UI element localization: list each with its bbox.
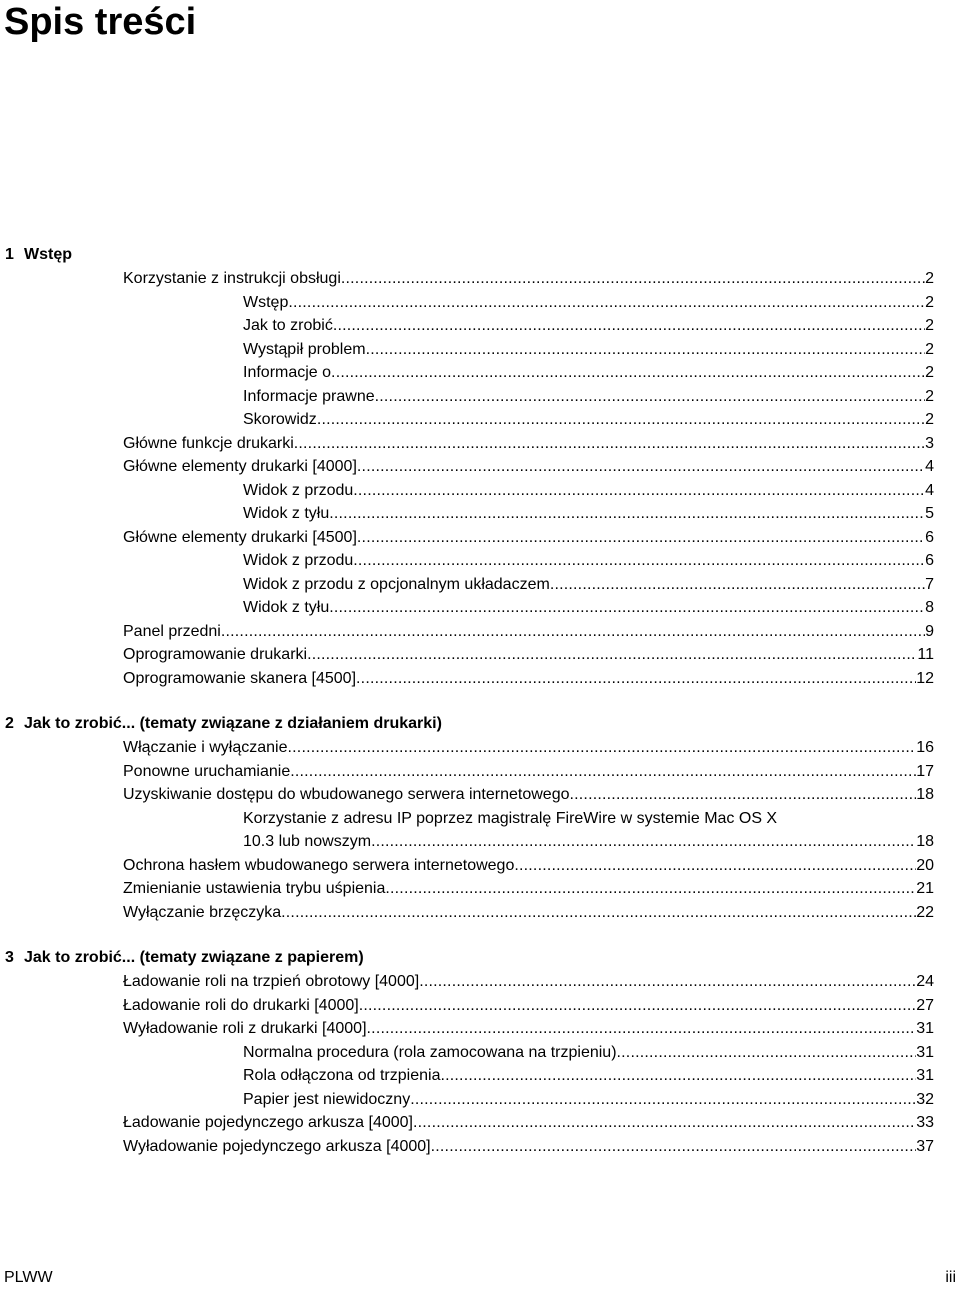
toc-entry[interactable]	[123, 736, 934, 760]
toc-entry[interactable]	[243, 361, 934, 385]
toc-entry-page: 2	[925, 293, 934, 311]
toc-entry-page: 24	[916, 973, 934, 990]
dot-leader	[294, 432, 925, 456]
dot-leader	[317, 408, 925, 432]
toc-entry-page: 33	[916, 1114, 934, 1131]
footer-page-number: iii	[945, 1269, 956, 1286]
dot-leader	[329, 596, 925, 620]
toc-entry-title: Główne funkcje drukarki	[123, 434, 294, 452]
dot-leader	[431, 1135, 917, 1159]
toc-entry-page: 5	[925, 505, 934, 522]
dot-leader	[367, 1017, 917, 1041]
toc-entry-page: 31	[916, 1043, 934, 1061]
toc-entry-title: Papier jest niewidoczny	[243, 1090, 411, 1108]
toc-entry-title: Normalna procedura (rola zamocowana na trzpieniu)	[243, 1043, 617, 1061]
toc-entry-page: 2	[925, 411, 934, 428]
dot-leader	[288, 736, 917, 760]
toc-entry[interactable]	[243, 1064, 934, 1088]
chapter-title: Jak to zrobić... (tematy związane z papierem)	[24, 949, 364, 966]
toc-entry-page: 6	[925, 552, 934, 569]
toc-entry-title: Oprogramowanie skanera [4500]	[123, 669, 357, 687]
toc-entry-page: 8	[925, 599, 934, 616]
toc-entry-title: Zmienianie ustawienia trybu uśpienia	[123, 880, 386, 897]
dot-leader	[514, 854, 916, 878]
toc-entry-page: 2	[925, 317, 934, 334]
toc-entry-title: Korzystanie z instrukcji obsługi	[123, 270, 341, 287]
toc-entry-page: 7	[925, 575, 934, 593]
dot-leader	[410, 1088, 916, 1112]
chapter-number: 3	[5, 949, 14, 966]
toc-entry[interactable]	[243, 314, 934, 338]
toc-entry-page: 22	[916, 903, 934, 921]
dot-leader	[617, 1041, 917, 1065]
toc-entry-page: 27	[916, 996, 934, 1014]
toc-entry-page: 16	[916, 739, 934, 756]
toc-entry[interactable]	[123, 1135, 934, 1159]
dot-leader	[375, 385, 925, 409]
toc-entry-page: 20	[916, 856, 934, 874]
toc-entry-title: Ładowanie roli do drukarki [4000]	[123, 996, 359, 1014]
chapter-heading[interactable]	[0, 712, 960, 736]
toc-entry[interactable]	[123, 432, 934, 456]
toc-entry-page: 21	[916, 880, 934, 897]
dot-leader	[333, 314, 925, 338]
toc-entry-page: 4	[925, 458, 934, 475]
dot-leader	[290, 760, 916, 784]
toc-entry-title: Główne elementy drukarki [4000]	[123, 458, 357, 475]
toc-entry-title: Jak to zrobić	[243, 317, 333, 334]
toc-entry[interactable]	[123, 760, 934, 784]
dot-leader	[307, 643, 917, 667]
table-of-contents	[0, 243, 960, 1180]
toc-entry[interactable]	[123, 620, 934, 644]
toc-entry[interactable]	[123, 994, 934, 1018]
dot-leader	[221, 620, 925, 644]
toc-entry-title-continued: 10.3 lub nowszym	[243, 833, 372, 850]
toc-entry-page: 12	[916, 669, 934, 687]
toc-entry-title: Wyładowanie pojedynczego arkusza [4000]	[123, 1137, 431, 1155]
toc-entry-title: Panel przedni	[123, 622, 221, 640]
toc-entry[interactable]	[243, 573, 934, 597]
dot-leader	[331, 361, 925, 385]
dot-leader	[329, 502, 925, 526]
toc-entry-title: Włączanie i wyłączanie	[123, 739, 288, 756]
dot-leader	[570, 783, 917, 807]
dot-leader	[385, 877, 916, 901]
chapter-title: Jak to zrobić... (tematy związane z działaniem drukarki)	[24, 715, 442, 732]
toc-entry-title: Ochrona hasłem wbudowanego serwera internetowego	[123, 856, 515, 874]
toc-entry[interactable]	[123, 526, 934, 550]
toc-entry[interactable]	[243, 291, 934, 315]
toc-entry[interactable]	[123, 1111, 934, 1135]
toc-entry[interactable]	[243, 1088, 934, 1112]
toc-entry-title: Korzystanie z adresu IP poprzez magistralę FireWire w systemie Mac OS X	[243, 809, 778, 827]
toc-entry[interactable]	[123, 854, 934, 878]
toc-entry[interactable]	[123, 643, 934, 667]
toc-entry[interactable]	[243, 1041, 934, 1065]
toc-entry[interactable]	[123, 267, 934, 291]
toc-entry-title: Informacje prawne	[243, 387, 375, 405]
toc-entry-title: Ładowanie pojedynczego arkusza [4000]	[123, 1114, 413, 1131]
toc-entry-title: Wyładowanie roli z drukarki [4000]	[123, 1020, 367, 1037]
dot-leader	[366, 338, 926, 362]
dot-leader	[440, 1064, 916, 1088]
toc-entry-title: Wystąpił problem	[243, 340, 366, 358]
toc-entry-page: 18	[916, 833, 934, 850]
toc-entry-title: Ponowne uruchamianie	[123, 762, 291, 780]
toc-entry[interactable]	[123, 1017, 934, 1041]
dot-leader	[357, 455, 925, 479]
chapter-heading[interactable]	[0, 243, 960, 267]
toc-entry[interactable]	[123, 667, 934, 691]
toc-entry[interactable]	[123, 901, 934, 925]
toc-entry-page: 4	[925, 481, 934, 499]
dot-leader	[550, 573, 925, 597]
toc-entry-page: 32	[916, 1090, 934, 1108]
toc-entry-title: Informacje o	[243, 364, 332, 381]
footer-doc-id: PLWW	[4, 1269, 53, 1286]
toc-entry-title: Widok z tyłu	[243, 505, 330, 522]
toc-entry-page: 2	[925, 364, 934, 381]
dot-leader	[419, 970, 916, 994]
dot-leader	[288, 291, 925, 315]
dot-leader	[281, 901, 916, 925]
toc-entry[interactable]	[243, 596, 934, 620]
toc-entry-page: 2	[925, 387, 934, 405]
chapter-heading[interactable]	[0, 946, 960, 970]
toc-entry-title: Widok z tyłu	[243, 599, 330, 616]
toc-entry[interactable]	[123, 455, 934, 479]
toc-entry-page: 2	[925, 340, 934, 358]
toc-entry-title: Widok z przodu	[243, 481, 354, 499]
toc-entry[interactable]	[243, 549, 934, 573]
toc-entry-title: Oprogramowanie drukarki	[123, 646, 308, 663]
chapter-number: 2	[5, 715, 14, 732]
toc-entry-page: 3	[925, 434, 934, 452]
toc-entry-page: 11	[917, 646, 934, 663]
toc-entry-page: 2	[925, 270, 934, 287]
toc-entry-page: 17	[916, 762, 934, 780]
toc-entry[interactable]	[123, 877, 934, 901]
dot-leader	[413, 1111, 916, 1135]
toc-entry-page: 37	[916, 1137, 934, 1155]
toc-chapter	[0, 243, 960, 690]
toc-entry[interactable]	[243, 479, 934, 503]
toc-entry-title: Wyłączanie brzęczyka	[123, 903, 282, 921]
toc-entry-page: 31	[916, 1020, 934, 1037]
toc-entry-title: Ładowanie roli na trzpień obrotowy [4000]	[123, 973, 420, 990]
toc-entry-page: 18	[916, 786, 934, 803]
toc-entry-title: Skorowidz	[243, 411, 317, 428]
toc-entry-page: 9	[925, 622, 934, 640]
toc-entry-title: Główne elementy drukarki [4500]	[123, 528, 357, 546]
toc-entry[interactable]	[243, 408, 934, 432]
toc-entry[interactable]	[243, 338, 934, 362]
toc-entry-title: Wstęp	[243, 293, 289, 311]
dot-leader	[341, 267, 925, 291]
toc-entry[interactable]	[243, 807, 934, 854]
dot-leader	[353, 479, 925, 503]
dot-leader	[359, 994, 917, 1018]
toc-chapter	[0, 712, 960, 924]
toc-entry[interactable]	[243, 502, 934, 526]
dot-leader	[353, 549, 925, 573]
toc-entry-title: Widok z przodu	[243, 552, 354, 569]
page-title: Spis treści	[4, 1, 197, 43]
toc-entry[interactable]	[123, 783, 934, 807]
chapter-title: Wstęp	[24, 246, 72, 263]
dot-leader	[356, 667, 916, 691]
toc-entry[interactable]	[243, 385, 934, 409]
chapter-number: 1	[5, 246, 14, 263]
toc-chapter	[0, 946, 960, 1158]
toc-entry-title: Uzyskiwanie dostępu do wbudowanego serwera internetowego	[123, 786, 570, 803]
toc-entry-page: 31	[916, 1067, 934, 1084]
dot-leader	[357, 526, 925, 550]
toc-entry[interactable]	[123, 970, 934, 994]
toc-entry-title: Rola odłączona od trzpienia	[243, 1067, 441, 1084]
dot-leader	[371, 830, 916, 854]
toc-entry-title: Widok z przodu z opcjonalnym układaczem	[243, 575, 550, 593]
toc-entry-page: 6	[925, 528, 934, 546]
